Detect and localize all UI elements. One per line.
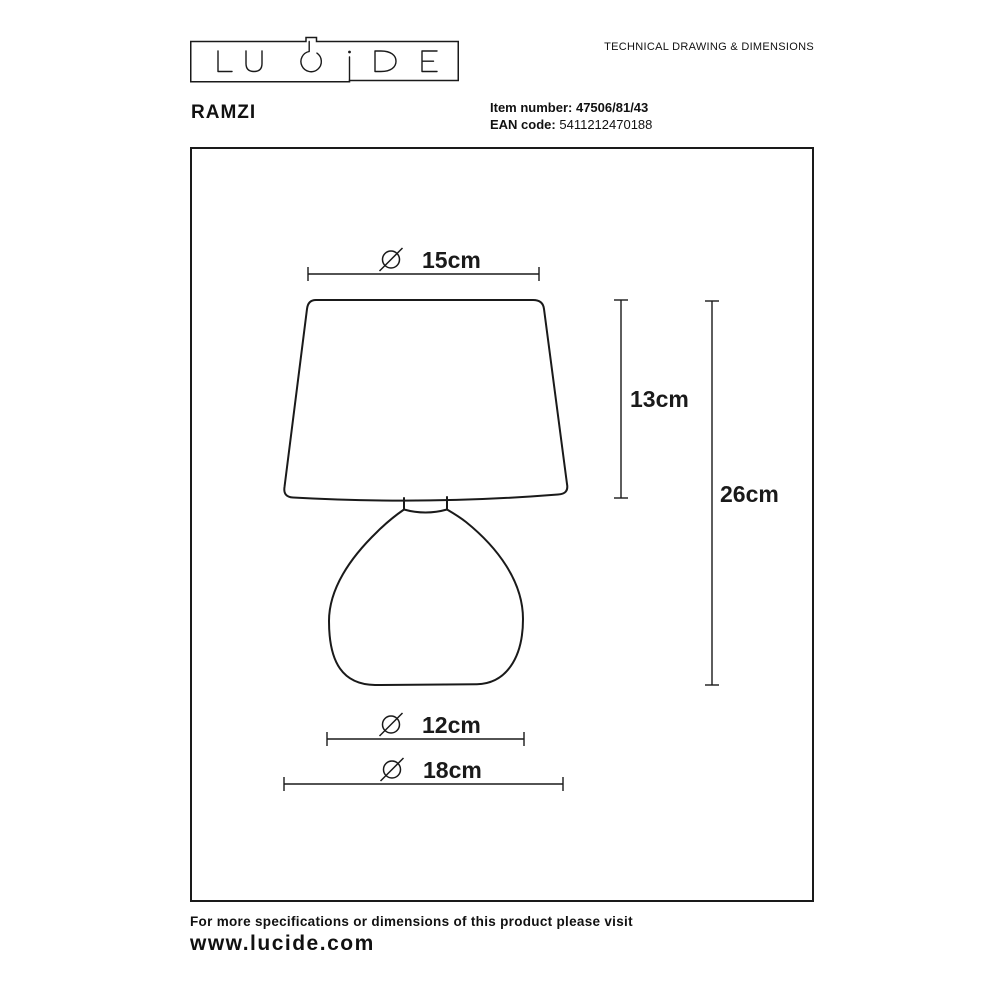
item-number-value: 47506/81/43 (575, 100, 649, 115)
dim-shade-height (614, 300, 689, 498)
letter-E (422, 51, 437, 72)
footer-website: www.lucide.com (190, 932, 375, 955)
product-name: RAMZI (191, 102, 257, 123)
lamp-body (329, 510, 523, 686)
item-number-row (490, 99, 652, 116)
product-codes (490, 99, 652, 133)
letter-D (375, 51, 396, 72)
dim-label: 18cm (423, 757, 482, 783)
letter-U (246, 51, 262, 72)
diameter-icon (381, 758, 404, 781)
logo-letters (218, 42, 437, 81)
footer-note: For more specifications or dimensions of this product please visit (190, 914, 633, 929)
dim-label: 26cm (720, 481, 779, 507)
letter-L (218, 51, 232, 72)
dim-label: 12cm (422, 712, 481, 738)
logo-frame (191, 38, 459, 82)
diameter-icon (380, 248, 403, 271)
dim-label: 15cm (422, 247, 481, 273)
dim-body-diameter (327, 712, 524, 746)
letter-i-dot (348, 51, 351, 54)
dim-shade-top-diameter (308, 247, 539, 281)
dim-shade-bottom-diameter (284, 757, 563, 791)
item-number-label: Item number: (490, 100, 573, 115)
ean-label: EAN code: (490, 117, 556, 132)
drawing-area (190, 147, 814, 902)
dim-label: 13cm (630, 386, 689, 412)
table-lamp-outline (284, 300, 567, 685)
lamp-technical-drawing (190, 147, 814, 902)
dim-total-height (705, 301, 779, 685)
diameter-icon (380, 713, 403, 736)
ean-row (490, 116, 652, 133)
lucide-logo (190, 36, 459, 83)
doc-title: TECHNICAL DRAWING & DIMENSIONS (604, 41, 814, 53)
letter-C (301, 42, 321, 72)
lamp-shade (284, 300, 567, 501)
ean-value: 5411212470188 (559, 117, 653, 132)
